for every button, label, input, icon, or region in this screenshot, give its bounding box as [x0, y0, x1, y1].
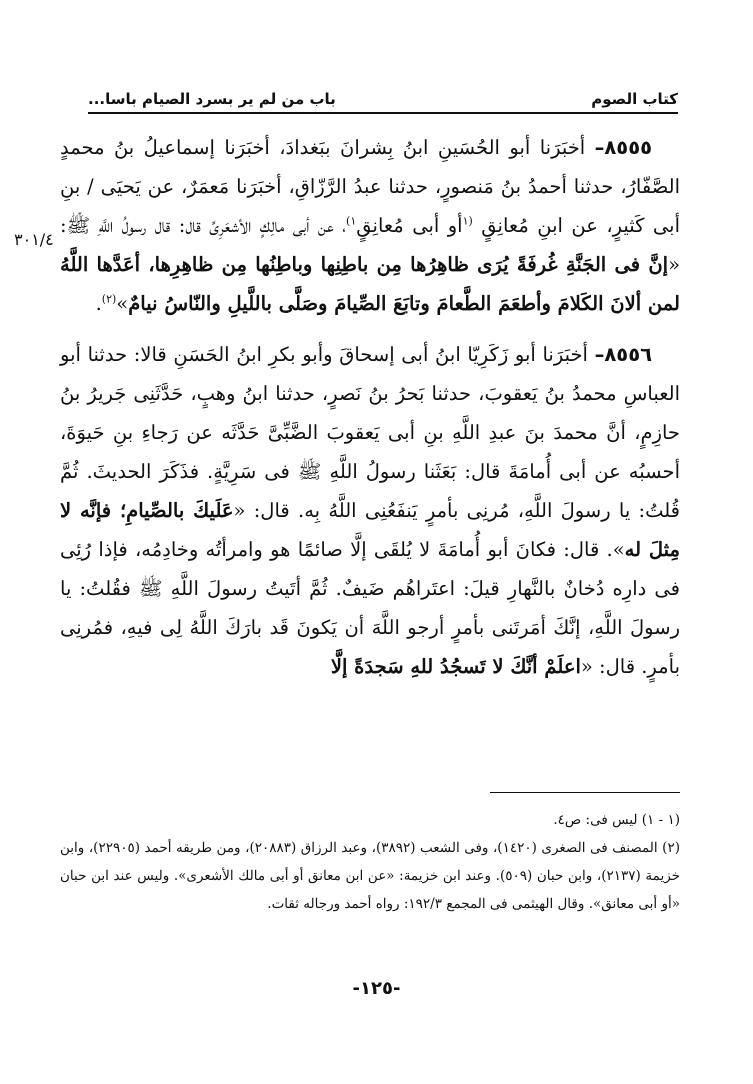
hadith-number: ٨٥٥٦– [594, 343, 652, 366]
chapter-title: باب من لم ير بسرد الصيام باسا... [88, 90, 336, 108]
footnotes [60, 806, 680, 918]
margin-volume-page-ref: ٣٠١/٤ [14, 230, 54, 249]
hadith-8556: ٨٥٥٦– أخبَرَنا أبو زَكَرِيّا ابنُ أبى إسحاقَ وأبو بكرِ ابنُ الحَسَنِ قالا: حدثنا أبو العباسِ محمدُ بنُ يَعقوبَ، حدثنا بَحرُ بنُ نَصرٍ، حدثنا ابنُ وهبٍ، حَدَّثَنِى جَريرُ بنُ حازِمٍ، أنَّ محمدَ بنَ عبدِ اللَّهِ بنِ أبى يَعقوبَ الضَّبِّىَّ حَدَّثَه عن رَجاءِ بنِ حَيوَةَ، أحسبُه عن أبى أُمامَةَ قال: بَعَثَنا رسولُ اللَّهِ ﷺ فى سَرِيَّةٍ. فذَكَرَ الحديثَ. ثُمَّ قُلتُ: يا رسولَ اللَّهِ، مُرنِى بأمرٍ يَنفَعُنِى اللَّهُ بِه. قال: «عَلَيكَ بالصِّيامِ؛ فإنَّه لا مِثلَ له». قال: فكانَ أبو أُمامَةَ لا يُلقَى إلَّا صائمًا هو وامرأتُه وخادِمُه، فإذا رُئِى فى دارِه دُخانٌ بالنَّهارِ قيلَ: اعتَراهُم ضَيفٌ. ثُمَّ أتَيتُ رسولَ اللَّهِ ﷺ فقُلتُ: يا رسولَ اللَّهِ، إنَّكَ أمَرتَنى بأمرٍ أرجو اللَّهَ أن يَكونَ قَد بارَكَ اللَّهُ لِى فيهِ، فمُرنِى بأمرٍ. قال: «اعلَمْ أنَّكَ لا تَسجُدُ للهِ سَجدَةً إلَّا [60, 343, 681, 678]
hadith-matn: عَلَيكَ بالصِّيامِ؛ فإنَّه لا مِثلَ له [60, 499, 680, 561]
footnote-1: (١ - ١) ليس فى: ص٤. [553, 812, 680, 828]
running-header [88, 70, 678, 108]
hadith-matn: اعلَمْ أنَّكَ لا تَسجُدُ للهِ سَجدَةً إلَّا [330, 655, 581, 678]
book-title: كتاب الصوم [591, 90, 678, 108]
page-number: -١٢٥- [352, 978, 401, 999]
main-text [60, 128, 680, 686]
footnote-marker: ١) [346, 214, 357, 228]
footnote-rule [490, 792, 680, 793]
hadith-number: ٨٥٥٥– [594, 136, 652, 159]
hadith-8555: ٨٥٥٥– أخبَرَنا أبو الحُسَينِ ابنُ بِشرانَ ببَغدادَ، أخبَرَنا إسماعيلُ بنُ محمدٍ الصَّفّارُ، حدثنا أحمدُ بنُ مَنصورٍ، حدثنا عبدُ الرَّزّاقِ، أخبَرَنا مَعمَرٌ، عن يَحيَى / بنِ أبى كَثيرٍ، عن ابنِ مُعانِقٍ $^{(١}$أو أبى مُعانِقٍ$^{١)}$، عن أبى مالِكٍ الأشعَرِىِّ قال: قال رسولُ اللَّهِ ﷺ: «إنَّ فى الجَنَّةِ غُرفَةً يُرَى ظاهِرُها مِن باطِنِها وباطِنُها مِن ظاهِرِها، أعَدَّها اللَّهُ لمن ألانَ الكَلامَ وأطعَمَ الطَّعامَ وتابَعَ الصِّيامَ وصَلَّى باللَّيلِ والنّاسُ نيامٌ»$^{(٢)}$. [60, 136, 680, 315]
header-rule [88, 112, 678, 114]
hadith-matn: إنَّ فى الجَنَّةِ غُرفَةً يُرَى ظاهِرُها مِن باطِنِها وباطِنُها مِن ظاهِرِها، أعَدَّها اللَّهُ لمن ألانَ الكَلامَ وأطعَمَ الطَّعامَ وتابَعَ الصِّيامَ وصَلَّى باللَّيلِ والنّاسُ نيامٌ [60, 253, 680, 315]
footnote-marker: (٢) [101, 292, 117, 306]
footnote-marker: (١ [462, 214, 473, 228]
footnote-2: (٢) المصنف فى الصغرى (١٤٢٠)، وفى الشعب (٣٨٩٢)، وعبد الرزاق (٢٠٨٨٣)، ومن طريقه أحمد (٢٢٩٠٥)، وابن خزيمة (٢١٣٧)، وابن حبان (٥٠٩). وعند ابن خزيمة: «عن ابن معانق أو أبى مالك الأشعرى». وليس عند ابن حبان «أو أبى معانق». وقال الهيثمى فى المجمع ١٩٢/٣: رواه أحمد ورجاله ثقات. [60, 840, 681, 912]
